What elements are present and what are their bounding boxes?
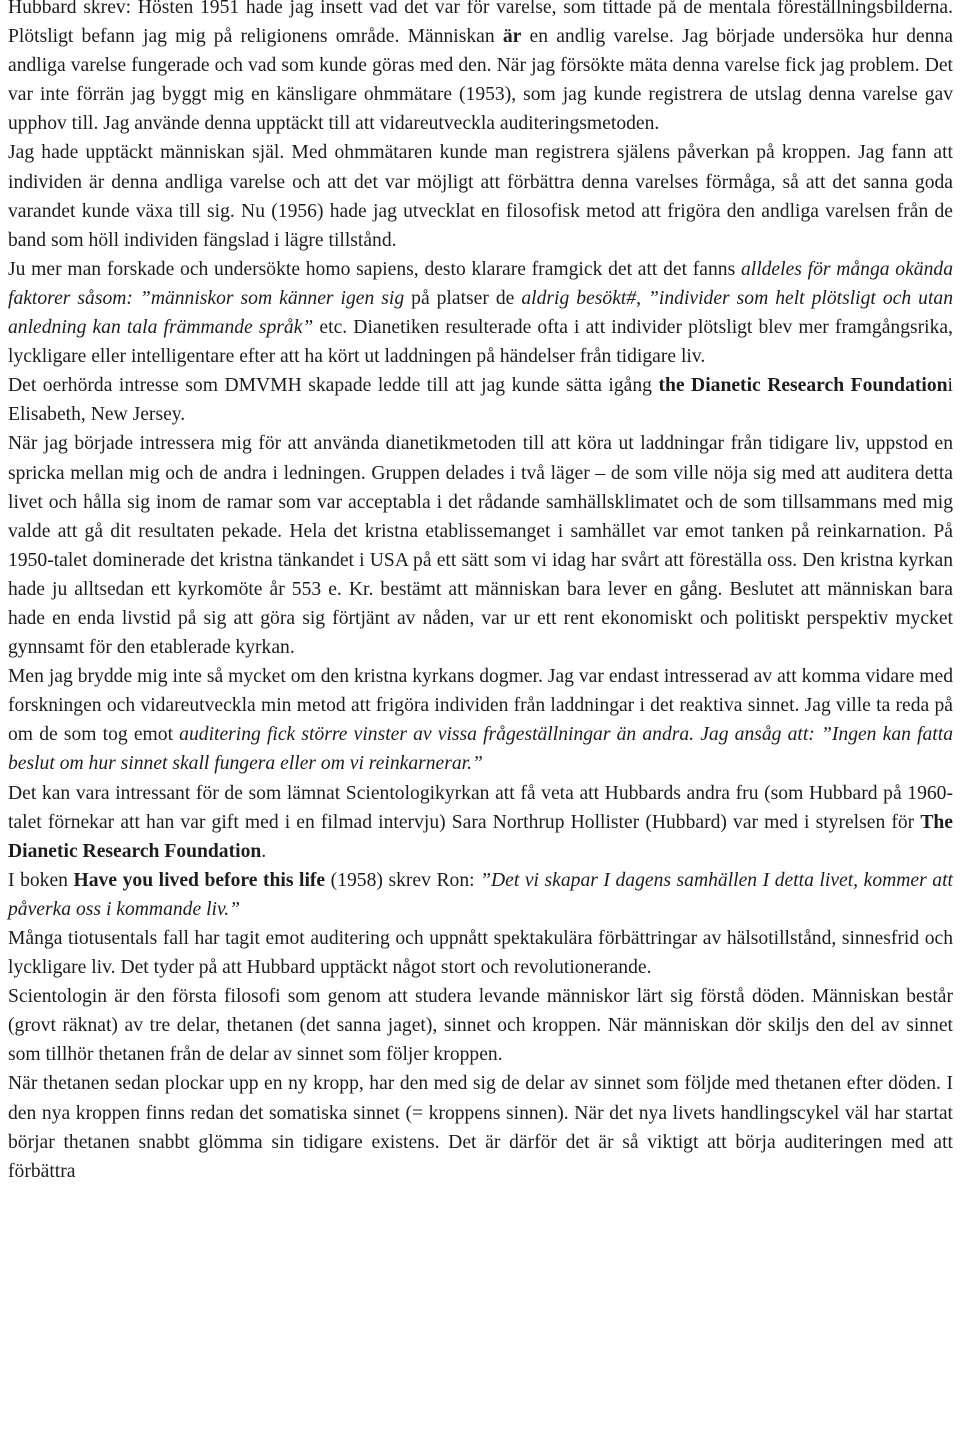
- text-run: Ju mer man forskade och undersökte homo sapiens, desto klarare framgick det att det fanns: [8, 258, 741, 280]
- paragraph-church-dogma: [8, 662, 953, 778]
- text-run: När jag började intressera mig för att använda dianetikmetoden till att köra ut laddningar från tidigare liv, uppstod en spricka mellan mig och de andra i ledningen. Gruppen delades i två läger – de som ville nöja sig med att auditera detta livet och hålla sig inom de ramar som var acceptabla i det rådande samhällsklimatet och de som tillsammans med mig valde att gå dit resultaten pekade. Hela det kristna etablissemanget i samhället var emot tanken på reinkarnation. På 1950-talet dominerade det kristna tänkandet i USA på ett sätt som vi idag har svårt att föreställa oss. Den kristna kyrkan hade ju alltsedan ett kyrkomöte år 553 e. Kr. bestämt att människan bara lever en gång. Beslutet att människan bara hade en enda livstid på sig att göra sig förtjänt av nåden, var ur ett rent ekonomiskt och politiskt perspektiv mycket gynnsamt för den etablerade kyrkan.: [8, 433, 953, 659]
- text-run: När thetanen sedan plockar upp en ny kropp, har den med sig de delar av sinnet som följde med thetanen efter döden. I den nya kroppen finns redan det somatiska sinnet (= kroppens sinnen). När det nya livets handlingscykel väl har startat börjar thetanen snabbt glömma sin tidigare existens. Det är därför det är så viktigt att börja auditeringen med att förbättra: [8, 1073, 953, 1182]
- paragraph-thetan-new-body: [8, 1069, 953, 1185]
- text-run-bold: är: [502, 26, 522, 48]
- text-run-bold: Have you lived before this life: [73, 869, 326, 891]
- text-run: Det kan vara intressant för de som lämnat Scientologikyrkan att få veta att Hubbards andra fru (som Hubbard på 1960-talet förnekar att han var gift med i en filmad intervju) Sara Northrup Hollister (Hubbard) var med i styrelsen för: [8, 782, 953, 833]
- text-run: i Elisabeth, New Jersey.: [8, 375, 953, 426]
- paragraph-soul-discovery: [8, 138, 953, 254]
- text-run-italic: aldrig besökt#, ”individer som helt plötsligt och utan anledning kan tala främmande språk”: [8, 287, 953, 339]
- text-run: (1958) skrev Ron:: [325, 869, 481, 891]
- text-run-italic: ”Det vi skapar I dagens samhällen I detta livet, kommer att påverka oss i kommande liv.”: [8, 869, 953, 920]
- paragraph-book-quote: [8, 866, 953, 924]
- text-run: Många tiotusentals fall har tagit emot auditering och uppnått spektakulära förbättringar av hälsotillstånd, sinnesfrid och lyckligare liv. Det tyder på att Hubbard upptäckt något stort och revolutionerande.: [8, 928, 953, 979]
- text-run: I boken: [8, 869, 74, 891]
- text-run-bold: the Dianetic Research Foundation: [658, 375, 948, 397]
- paragraph-hubbard-quote: [8, 0, 953, 138]
- text-run-italic: alldeles för många okända faktorer såsom: ”människor som känner igen sig: [8, 258, 953, 309]
- paragraph-homo-sapiens: [8, 255, 953, 371]
- text-run-bold: The Dianetic Research Foundation: [8, 811, 953, 862]
- text-run: .: [261, 840, 267, 862]
- text-run: en andlig varelse. Jag började undersöka hur denna andliga varelse fungerade och vad som kunde göras med den. När jag försökte mäta denna varelse fick jag problem. Det var inte förrän jag byggt mig en känsligare ohmmätare (1953), som jag kunde registrera de utslag denna varelse gav upphov till. Jag använde denna upptäckt till att vidareutveckla auditeringsmetoden.: [8, 26, 953, 135]
- text-run: Det oerhörda intresse som DMVMH skapade ledde till att jag kunde sätta igång: [8, 375, 659, 397]
- paragraph-second-wife: [8, 779, 953, 866]
- text-run: Scientologin är den första filosofi som genom att studera levande människor lärt sig förstå döden. Människan består (grovt räknat) av tre delar, thetanen (det sanna jaget), sinnet och kroppen. När människan dör skiljs den del av sinnet som tillhör thetanen från de delar av sinnet som följer kroppen.: [8, 986, 953, 1066]
- paragraph-cases: [8, 924, 953, 982]
- paragraph-foundation: [8, 371, 953, 429]
- text-run: på platser de: [404, 287, 522, 309]
- text-run: Men jag brydde mig inte så mycket om den kristna kyrkans dogmer. Jag var endast intresserad av att komma vidare med forskningen och vidareutveckla min metod att frigöra individen från laddningar i det reaktiva sinnet. Jag ville ta reda på om de som tog emot: [8, 666, 953, 746]
- text-run: Hubbard skrev: Hösten 1951 hade jag insett vad det var för varelse, som tittade på de mentala föreställningsbilderna. Plötsligt befann jag mig på religionens område. Människan: [8, 0, 953, 48]
- paragraph-scientology-death: [8, 982, 953, 1069]
- text-run: etc. Dianetiken resulterade ofta i att individer plötsligt blev mer framgångsrika, lyckligare eller intelligentare efter att ha kört ut laddningen på händelser från tidigare liv.: [8, 317, 953, 368]
- text-run-italic: auditering fick större vinster av vissa frågeställningar än andra. Jag ansåg att: ”Ingen kan fatta beslut om hur sinnet skall fungera eller om vi reinkarnerar.”: [8, 724, 953, 775]
- paragraph-split-leadership: [8, 429, 953, 662]
- text-run: Jag hade upptäckt människan själ. Med ohmmätaren kunde man registrera själens påverkan på kroppen. Jag fann att individen är denna andliga varelse och att det var möjligt att förbättra denna varelses förmåga, så att det sanna goda varandet kunde växa till sig. Nu (1956) hade jag utvecklat en filosofisk metod att frigöra den andliga varelsen från de band som höll individen fängslad i lägre tillstånd.: [8, 142, 953, 251]
